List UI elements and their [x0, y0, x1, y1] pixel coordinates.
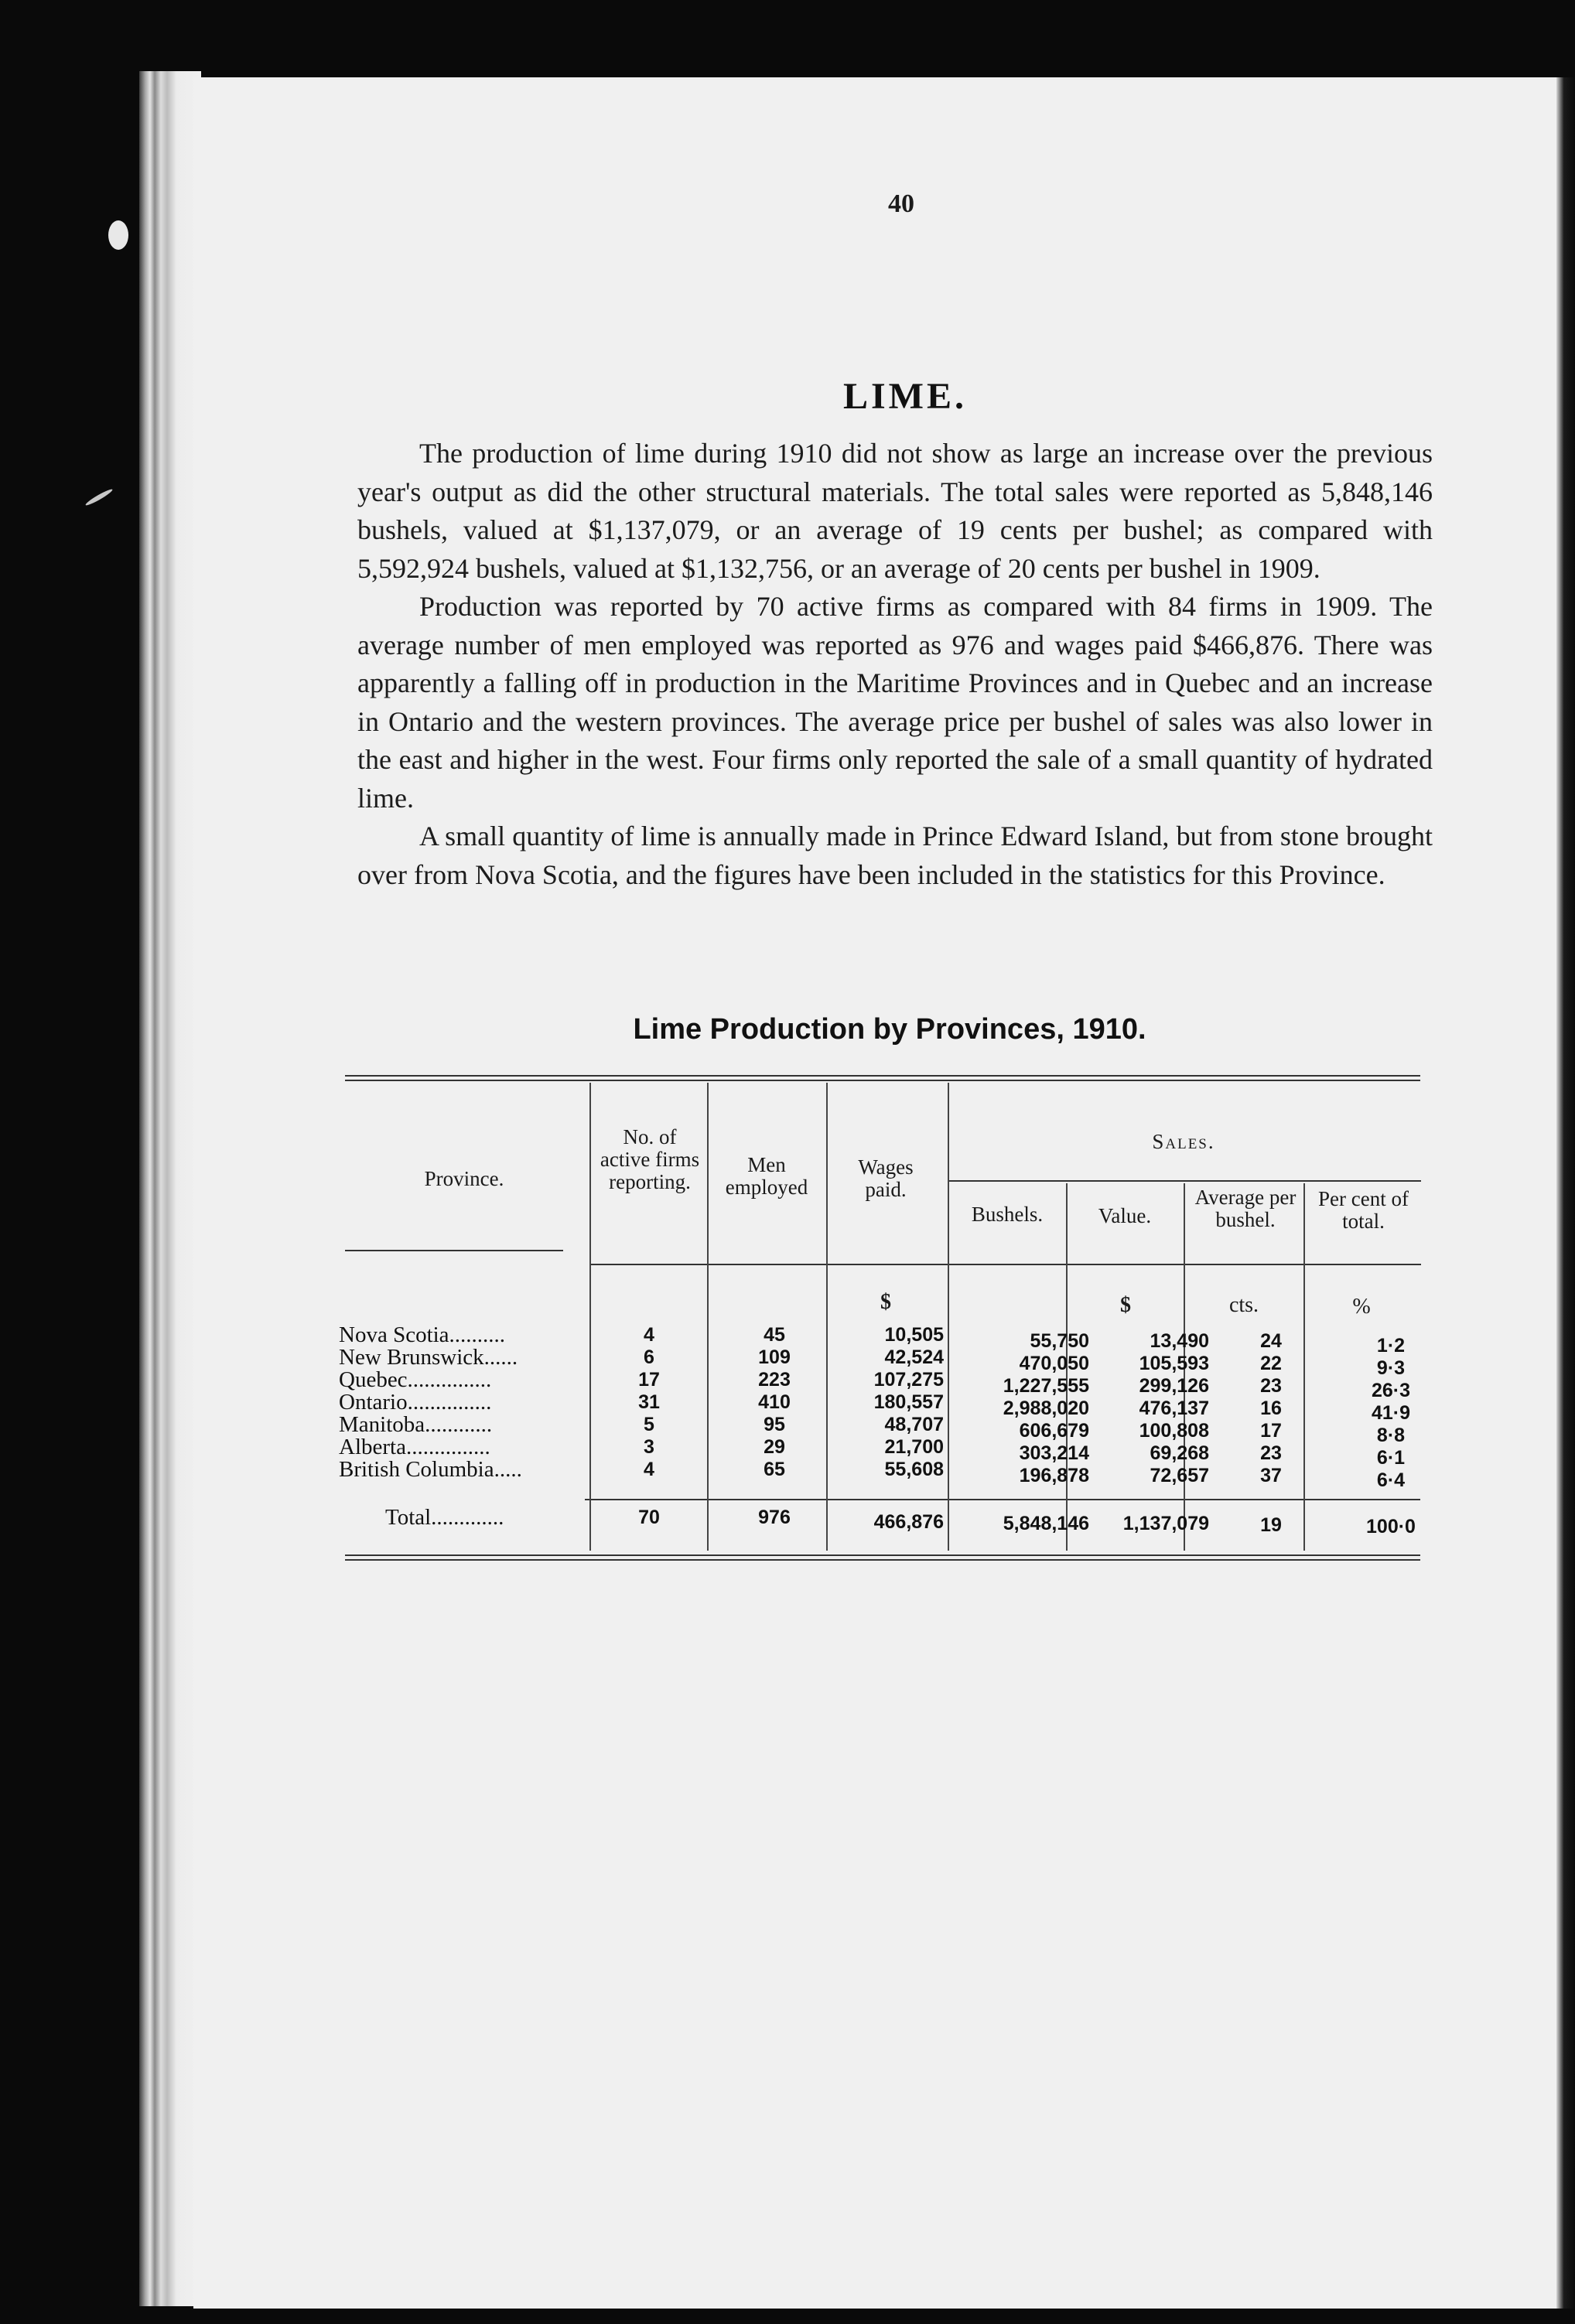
cell-men: 95 [764, 1414, 785, 1435]
cell-wages: 180,557 [873, 1391, 944, 1413]
unit-percent: % [1352, 1295, 1371, 1319]
page-right-edge [1556, 77, 1575, 2309]
header-province: Province. [424, 1167, 504, 1190]
body-text [357, 435, 1433, 894]
cell-value: 72,657 [1150, 1465, 1209, 1486]
cell-province: Alberta............... [339, 1435, 490, 1459]
cell-average: 17 [1260, 1420, 1282, 1442]
unit-wages: $ [880, 1290, 891, 1314]
cell-percent: 41·9 [1371, 1402, 1411, 1424]
cell-wages: 21,700 [884, 1436, 944, 1458]
cell-bushels: 1,227,555 [1003, 1375, 1089, 1397]
cell-firms: 4 [644, 1459, 654, 1480]
cell-wages: 107,275 [873, 1369, 944, 1391]
cell-bushels: 196,878 [1019, 1465, 1089, 1486]
cell-bushels: 470,050 [1019, 1353, 1089, 1374]
cell-firms: 5 [644, 1414, 654, 1435]
cell-average: 19 [1260, 1514, 1282, 1536]
cell-value: 1,137,079 [1122, 1513, 1209, 1534]
cell-wages: 48,707 [884, 1414, 944, 1435]
page-edge-stack [139, 71, 201, 2306]
cell-province: Manitoba............ [339, 1412, 493, 1437]
cell-bushels: 2,988,020 [1003, 1397, 1089, 1419]
cell-province: Ontario............... [339, 1390, 492, 1415]
cell-wages: 10,505 [884, 1324, 944, 1346]
page-number: 40 [888, 189, 914, 218]
total-rule [585, 1499, 1420, 1500]
cell-bushels: 606,679 [1019, 1420, 1089, 1442]
header-value: Value. [1098, 1204, 1152, 1227]
cell-wages: 466,876 [873, 1511, 944, 1533]
cell-firms: 4 [644, 1324, 654, 1346]
cell-men: 223 [758, 1369, 791, 1391]
cell-percent: 8·8 [1376, 1425, 1406, 1446]
section-title: LIME. [842, 376, 967, 417]
cell-average: 23 [1260, 1375, 1282, 1397]
table-bottom-rule [345, 1554, 1420, 1556]
cell-men: 976 [758, 1507, 791, 1528]
header-percent: Per cent of total. [1318, 1187, 1409, 1233]
cell-value: 69,268 [1150, 1442, 1209, 1464]
cell-average: 37 [1260, 1465, 1282, 1486]
cell-value: 476,137 [1139, 1397, 1209, 1419]
cell-wages: 55,608 [884, 1459, 944, 1480]
cell-average: 16 [1260, 1397, 1282, 1419]
cell-percent: 6·1 [1376, 1447, 1406, 1469]
cell-value: 299,126 [1139, 1375, 1209, 1397]
header-bottom-rule [589, 1264, 1421, 1265]
scan-speck [108, 220, 128, 250]
header-firms: No. of active firms reporting. [600, 1125, 700, 1193]
table-total-row [339, 1505, 1422, 1537]
cell-province: Total............. [385, 1505, 504, 1530]
cell-province: British Columbia..... [339, 1457, 522, 1482]
header-sales: Sales. [1152, 1130, 1215, 1153]
cell-firms: 17 [638, 1369, 660, 1391]
cell-average: 23 [1260, 1442, 1282, 1464]
header-wages: Wages paid. [858, 1155, 914, 1201]
cell-province: Quebec............... [339, 1367, 492, 1392]
unit-value: $ [1120, 1293, 1131, 1317]
cell-men: 65 [764, 1459, 785, 1480]
paragraph: Production was reported by 70 active firms as compared with 84 firms in 1909. The average number of men employed was reported as 976 and wages paid $466,876. There was apparently a falling off in production in the Maritime Provinces and in Quebec and an increase in Ontario and the western provinces. The average price per bushel of sales was also lower in the east and higher in the west. Four firms only reported the sale of a small quantity of hydrated lime. [357, 591, 1433, 814]
cell-value: 100,808 [1139, 1420, 1209, 1442]
header-men: Men employed [725, 1153, 808, 1199]
cell-percent: 6·4 [1376, 1469, 1406, 1491]
cell-men: 29 [764, 1436, 785, 1458]
cell-men: 109 [758, 1346, 791, 1368]
table-row [339, 1345, 1422, 1379]
paragraph: A small quantity of lime is annually made in Prince Edward Island, but from stone brought over from Nova Scotia, and the figures have been included in the statistics for this Province. [357, 821, 1433, 890]
table-bottom-rule [345, 1559, 1420, 1561]
cell-wages: 42,524 [884, 1346, 944, 1368]
scan-speck [84, 487, 114, 507]
cell-percent: 9·3 [1376, 1357, 1406, 1379]
cell-percent: 26·3 [1371, 1380, 1411, 1401]
cell-average: 24 [1260, 1330, 1282, 1352]
cell-men: 45 [764, 1324, 785, 1346]
unit-average: cts. [1228, 1293, 1259, 1317]
cell-percent: 100·0 [1366, 1516, 1416, 1537]
cell-firms: 70 [638, 1507, 660, 1528]
header-bushels: Bushels. [971, 1203, 1044, 1226]
table-top-rule [345, 1075, 1420, 1077]
sales-rule [948, 1180, 1421, 1182]
cell-value: 13,490 [1150, 1330, 1209, 1352]
cell-province: Nova Scotia.......... [339, 1322, 506, 1347]
cell-firms: 3 [644, 1436, 654, 1458]
cell-value: 105,593 [1139, 1353, 1209, 1374]
table-top-rule [345, 1080, 1420, 1081]
paragraph: The production of lime during 1910 did not show as large an increase over the previous year's output as did the other structural materials. The total sales were reported as 5,848,146 bushels, valued at $1,137,079, or an average of 19 cents per bushel; as compared with 5,592,924 bushels, valued at $1,132,756, or an average of 20 cents per bushel in 1909. [357, 438, 1433, 584]
cell-bushels: 5,848,146 [1003, 1513, 1089, 1534]
header-bottom-rule [345, 1250, 563, 1251]
cell-bushels: 303,214 [1019, 1442, 1089, 1464]
header-average: Average per bushel. [1194, 1186, 1297, 1231]
cell-firms: 31 [638, 1391, 660, 1413]
cell-men: 410 [758, 1391, 791, 1413]
cell-average: 22 [1260, 1353, 1282, 1374]
cell-firms: 6 [644, 1346, 654, 1368]
table-title: Lime Production by Provinces, 1910. [633, 1013, 1146, 1046]
cell-percent: 1·2 [1376, 1335, 1406, 1357]
cell-bushels: 55,750 [1030, 1330, 1089, 1352]
cell-province: New Brunswick...... [339, 1345, 518, 1370]
